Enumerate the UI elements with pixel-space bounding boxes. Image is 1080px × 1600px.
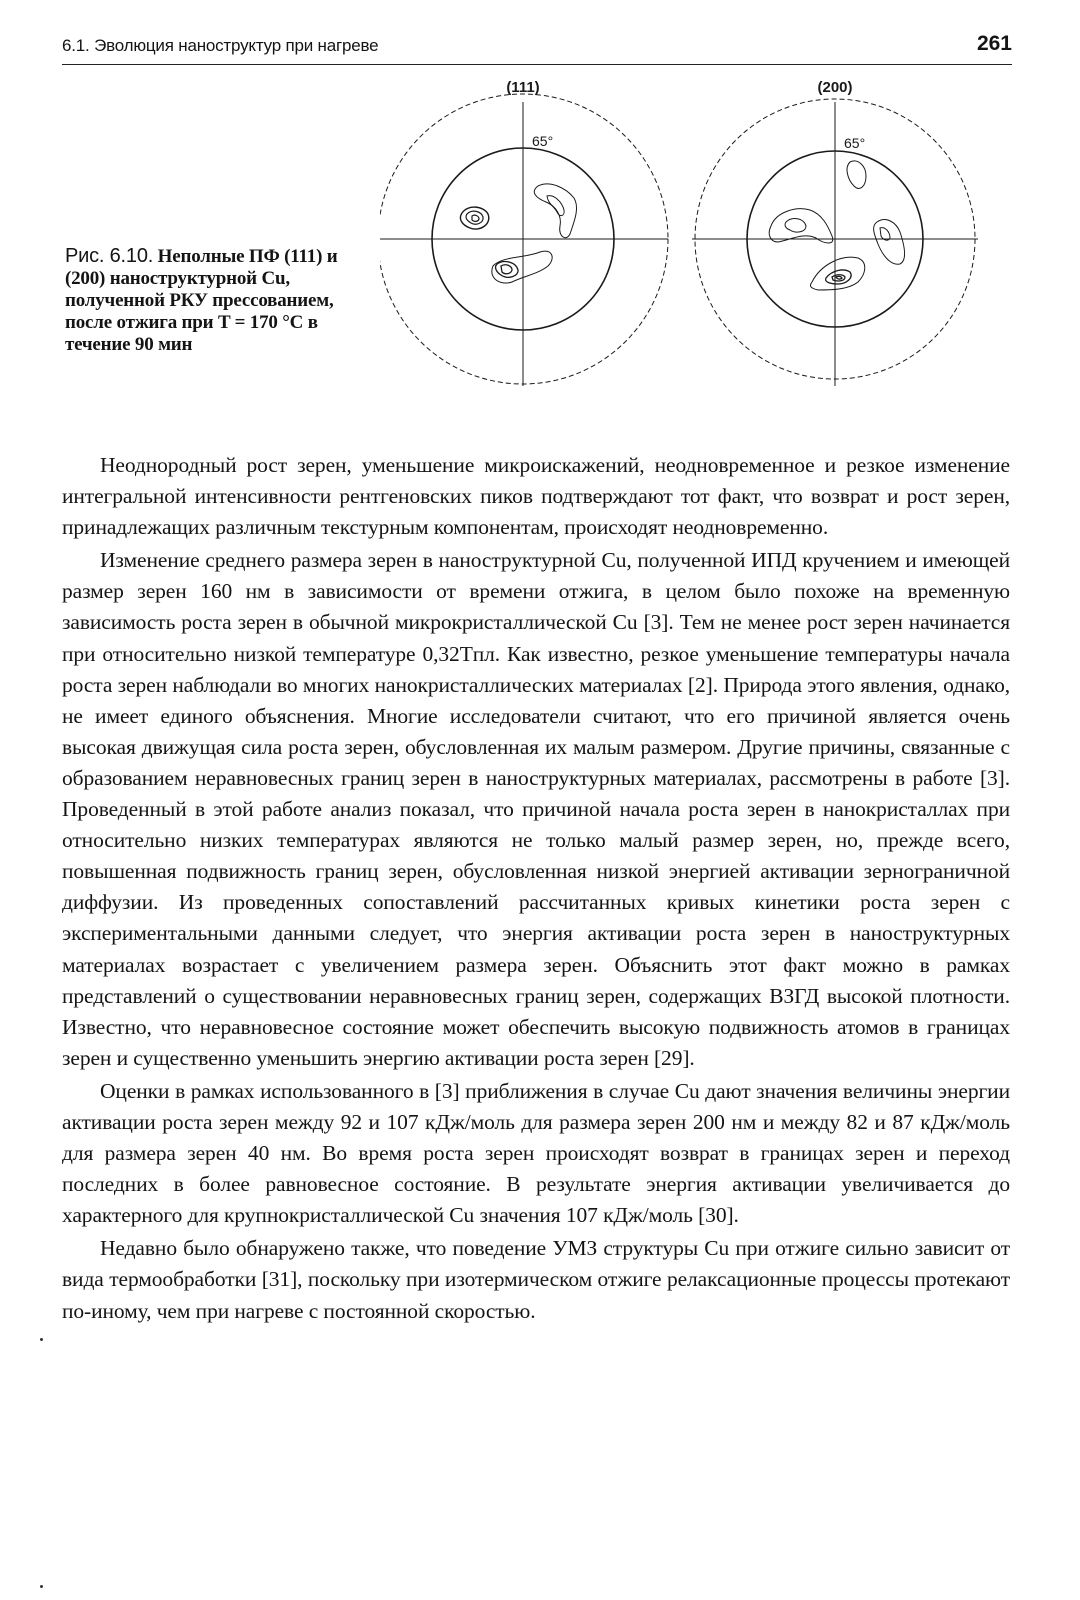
figure-caption xyxy=(65,245,365,356)
angle-label-200: 65° xyxy=(844,135,866,151)
figure-caption-text: Неполные ПФ (111) и (200) наноструктурной Cu, полученной РКУ прессованием, после отжига при T = 170 °С в течение 90 мин xyxy=(65,246,338,355)
body-text xyxy=(62,450,1010,1327)
running-title: 6.1. Эволюция наноструктур при нагреве xyxy=(62,36,379,55)
margin-speck xyxy=(40,1585,43,1588)
paragraph: Недавно было обнаружено также, что поведение УМЗ структуры Cu при отжиге сильно зависит от вида термообработки [31], поскольку при изотермическом отжиге релаксационные процессы протекают по-иному, чем при нагреве с постоянной скоростью. xyxy=(62,1236,1010,1323)
pole-figure-200 xyxy=(692,99,978,386)
figure-number: Рис. 6.10. xyxy=(65,245,154,267)
pole-figure-111 xyxy=(380,94,668,386)
paragraph: Неоднородный рост зерен, уменьшение микроискажений, неодновременное и резкое изменение интегральной интенсивности рентгеновских пиков подтверждают тот факт, что возврат и рост зерен, принадлежащих различным текстурным компонентам, происходят неодновременно. xyxy=(62,453,1010,540)
paragraph: Оценки в рамках использованного в [3] приближения в случае Cu дают значения величины энергии активации роста зерен между 92 и 107 кДж/моль для размера зерен 200 нм и между 82 и 87 кДж/моль для размера зерен 40 нм. Во время роста зерен происходят возврат в границах зерен и переход последних в более равновесное состояние. В результате энергия активации увеличивается до характерного для крупнокристаллической Cu значения 107 кДж/моль [30]. xyxy=(62,1078,1010,1228)
paragraph: Изменение среднего размера зерен в наноструктурной Cu, полученной ИПД кручением и имеющей размер зерен 160 нм в зависимости от времени отжига, в целом было похоже на временную зависимость роста зерен в обычной микрокристаллической Cu [3]. Тем не менее рост зерен начинается при относительно низкой температуре 0,32Tпл. Как известно, резкое уменьшение температуры начала роста зерен наблюдали во многих нанокристаллических материалах [2]. Природа этого явления, однако, не имеет единого объяснения. Многие исследователи считают, что его причиной является очень высокая движущая сила роста зерен, обусловленная их малым размером. Другие причины, связанные с образованием неравновесных границ зерен в наноструктурных материалах, рассмотрены в работе [3]. Проведенный в этой работе анализ показал, что причиной начала роста зерен в нанокристаллах при относительно низких температурах являются не только малый размер зерен, но, прежде всего, повышенная подвижность границ зерен, обусловленная низкой энергией активации зернограничной диффузии. Из проведенных сопоставлений рассчитанных кривых кинетики роста зерен с экспериментальными данными следует, что энергия активации роста зерен в наноструктурных материалах возрастает с увеличением размера зерен. Объяснить этот факт можно в рамках представлений о существовании неравновесных границ зерен, содержащих ВЗГД высокой плотности. Известно, что неравновесное состояние может обеспечить высокую подвижность атомов в границах зерен и существенно уменьшить энергию активации роста зерен [29]. xyxy=(62,548,1010,1070)
angle-label-111: 65° xyxy=(532,133,554,149)
page-number: 261 xyxy=(976,32,1012,55)
pole-figures-svg xyxy=(380,76,1020,416)
running-header xyxy=(62,34,1012,65)
pole-figure-label-111: (111) xyxy=(506,79,540,96)
margin-speck xyxy=(40,1338,43,1341)
pole-figure-label-200: (200) xyxy=(817,79,853,96)
pole-figure-panel xyxy=(380,76,1020,416)
